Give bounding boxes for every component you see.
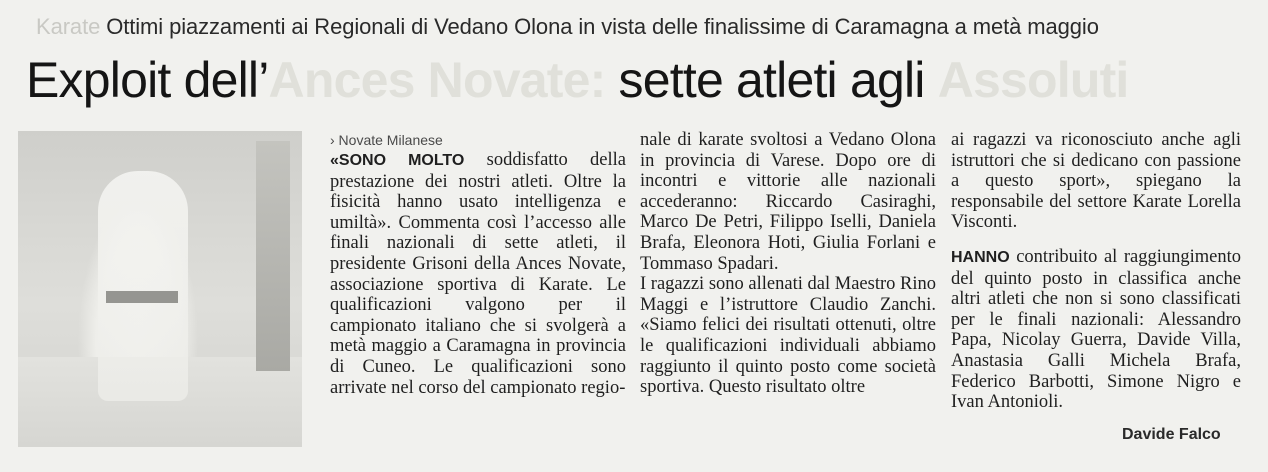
lead-in-2: HANNO [951, 248, 1010, 266]
headline-part2: Ances Novate: [268, 52, 606, 108]
photo-athlete-figure [98, 171, 188, 401]
headline-part3: sette atleti agli [605, 52, 938, 108]
photo-belt [106, 291, 178, 303]
article-column-2 [640, 130, 936, 398]
article-column-3 [951, 130, 1241, 413]
lead-in: «SONO MOLTO [330, 152, 465, 169]
headline-part1: Exploit dell’ [26, 52, 269, 108]
author-byline: Davide Falco [1122, 426, 1221, 443]
kicker-text: Ottimi piazzamenti ai Regionali di Vedano Olona in vista delle finalissime di Caramagna a metà maggio [106, 14, 1099, 39]
photo-background-figure [256, 141, 290, 371]
dateline: › Novate Milanese [330, 132, 443, 148]
article-column-1 [330, 130, 626, 398]
headline-part4: Assoluti [937, 52, 1129, 108]
paragraph-5-text: contribuito al raggiungimento del quinto posto in classifica anche altri atleti che non si sono classificati per le finali nazionali: Alessandro Papa, Nicolay Guerra, Davide Villa, Anastasia Galli Michela Brafa, Federico Barbotti, Simone Nigro e Ivan Antonioli. [951, 246, 1241, 413]
paragraph-2: nale di karate svoltosi a Vedano Olona in provincia di Varese. Dopo ore di incontri e vittorie alle nazionali accederanno: Riccardo Casiraghi, Marco De Petri, Filippo Iselli, Daniela Brafa, Eleonora Hoti, Giulia Forlani e Tommaso Spadari. [640, 130, 936, 274]
paragraph-3: I ragazzi sono allenati dal Maestro Rino Maggi e l’istruttore Claudio Zanchi. «Siamo felici dei risultati ottenuti, oltre le qualificazioni individuali abbiamo raggiunto il quinto posto come società sportiva. Questo risultato oltre [640, 274, 936, 398]
headline [26, 46, 1246, 114]
paragraph-4: ai ragazzi va riconosciuto anche agli istruttori che si dedicano con passione a questo sport», spiegano la responsabile del settore Karate Lorella Visconti. [951, 130, 1241, 233]
paragraph-1-text: soddisfatto della prestazione dei nostri atleti. Oltre la fisicità hanno usato intelligenza e umiltà». Commenta così l’accesso alle finali nazionali di sette atleti, il presidente Grisoni della Ances Novate, associazione sportiva di Karate. Le qualificazioni valgono per il campionato italiano che si svolgerà a metà maggio a Caramagna in provincia di Cuneo. Le qualificazioni sono arrivate nel corso del campionato regio- [330, 150, 626, 398]
paragraph-5 [951, 247, 1241, 413]
kicker [36, 14, 1236, 40]
karate-athlete-photo [18, 131, 302, 447]
paragraph-1 [330, 150, 626, 398]
section-label: Karate [36, 14, 101, 39]
